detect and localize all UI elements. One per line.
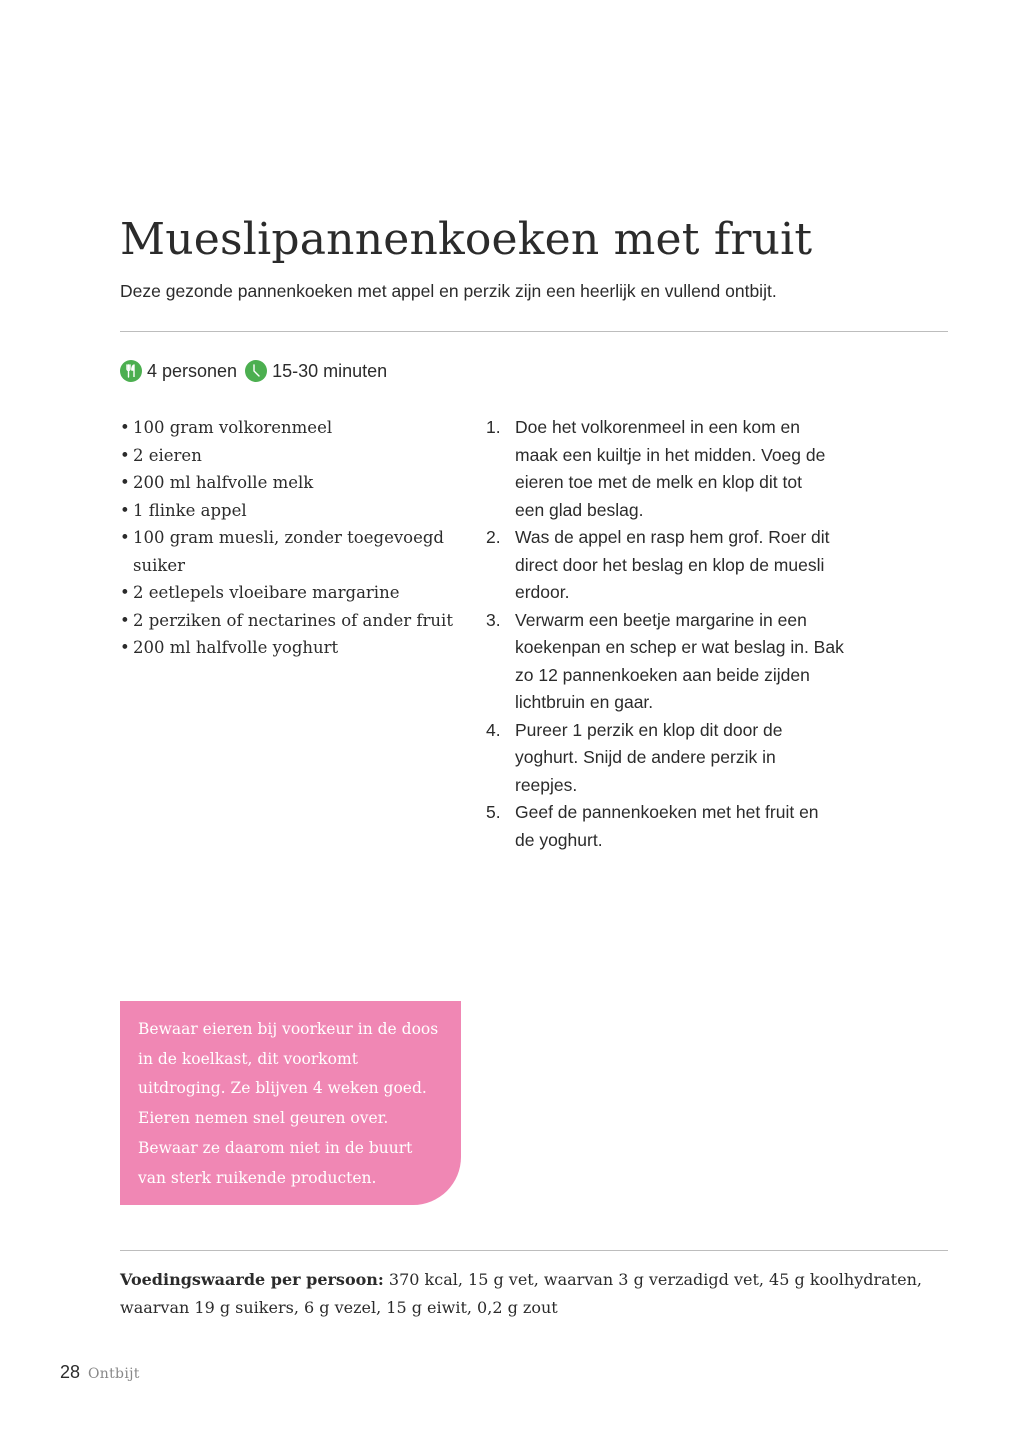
prep-time [245,360,387,382]
page-footer [60,1362,140,1383]
ingredient-item: • 200 ml halfvolle melk [120,469,470,497]
ingredient-item: • 2 eieren [120,442,470,470]
ingredient-item: • 2 perziken of nectarines of ander fruit [120,607,470,635]
step-number: 5. [486,802,501,822]
page-number: 28 [60,1362,81,1382]
section-name: Ontbijt [88,1366,140,1382]
ingredient-list [120,414,470,662]
step-item [484,799,833,854]
ingredient-item: • 100 gram muesli, zonder toegevoegd suiker [120,524,453,579]
servings-label: 4 personen [147,360,238,381]
recipe-title: Mueslipannenkoeken met fruit [120,214,813,265]
recipe-meta [120,360,395,382]
step-item [484,607,845,717]
nutrition-values: 370 kcal, 15 g vet, waarvan 3 g verzadigd vet, 45 g koolhydraten, waarvan 19 g suikers, 6 g vezel, 15 g eiwit, 0,2 g zout [120,1270,922,1317]
step-text: Verwarm een beetje margarine in een koekenpan en schep er wat beslag in. Bak zo 12 pannenkoeken aan beide zijden lichtbruin en gaar. [515,609,844,712]
step-item [484,717,833,800]
ingredient-item: • 100 gram volkorenmeel [120,414,470,442]
step-item [484,524,833,607]
cutlery-icon [120,360,142,382]
step-list [484,414,854,854]
divider-bottom [120,1250,948,1251]
step-text: Doe het volkorenmeel in een kom en maak een kuiltje in het midden. Voeg de eieren toe met de melk en klop dit tot een glad beslag. [515,417,826,520]
step-item [484,414,833,524]
ingredient-item: • 2 eetlepels vloeibare margarine [120,579,470,607]
tip-text: Bewaar eieren bij voorkeur in de doos in de koelkast, dit voorkomt uitdroging. Ze blijven 4 weken goed. Eieren nemen snel geuren over. Bewaar ze daarom niet in de buurt van sterk ruikende producten. [138,1020,439,1187]
divider-top [120,331,948,332]
nutrition-info [120,1266,950,1322]
time-label: 15-30 minuten [272,360,388,381]
recipe-subtitle: Deze gezonde pannenkoeken met appel en perzik zijn een heerlijk en vullend ontbijt. [120,281,777,301]
clock-icon [245,360,267,382]
step-number: 4. [486,719,501,740]
step-number: 3. [486,609,501,630]
nutrition-label: Voedingswaarde per persoon: [120,1270,384,1289]
ingredient-item: • 200 ml halfvolle yoghurt [120,634,470,662]
servings [120,360,237,382]
step-text: Pureer 1 perzik en klop dit door de yoghurt. Snijd de andere perzik in reepjes. [515,719,783,795]
step-text: Was de appel en rasp hem grof. Roer dit direct door het beslag en klop de muesli erdoor. [515,527,830,602]
ingredient-item: • 1 flinke appel [120,497,470,525]
step-text: Geef de pannenkoeken met het fruit en de yoghurt. [515,802,819,850]
tip-box [120,1001,461,1205]
step-number: 2. [486,527,501,547]
step-number: 1. [486,417,501,437]
